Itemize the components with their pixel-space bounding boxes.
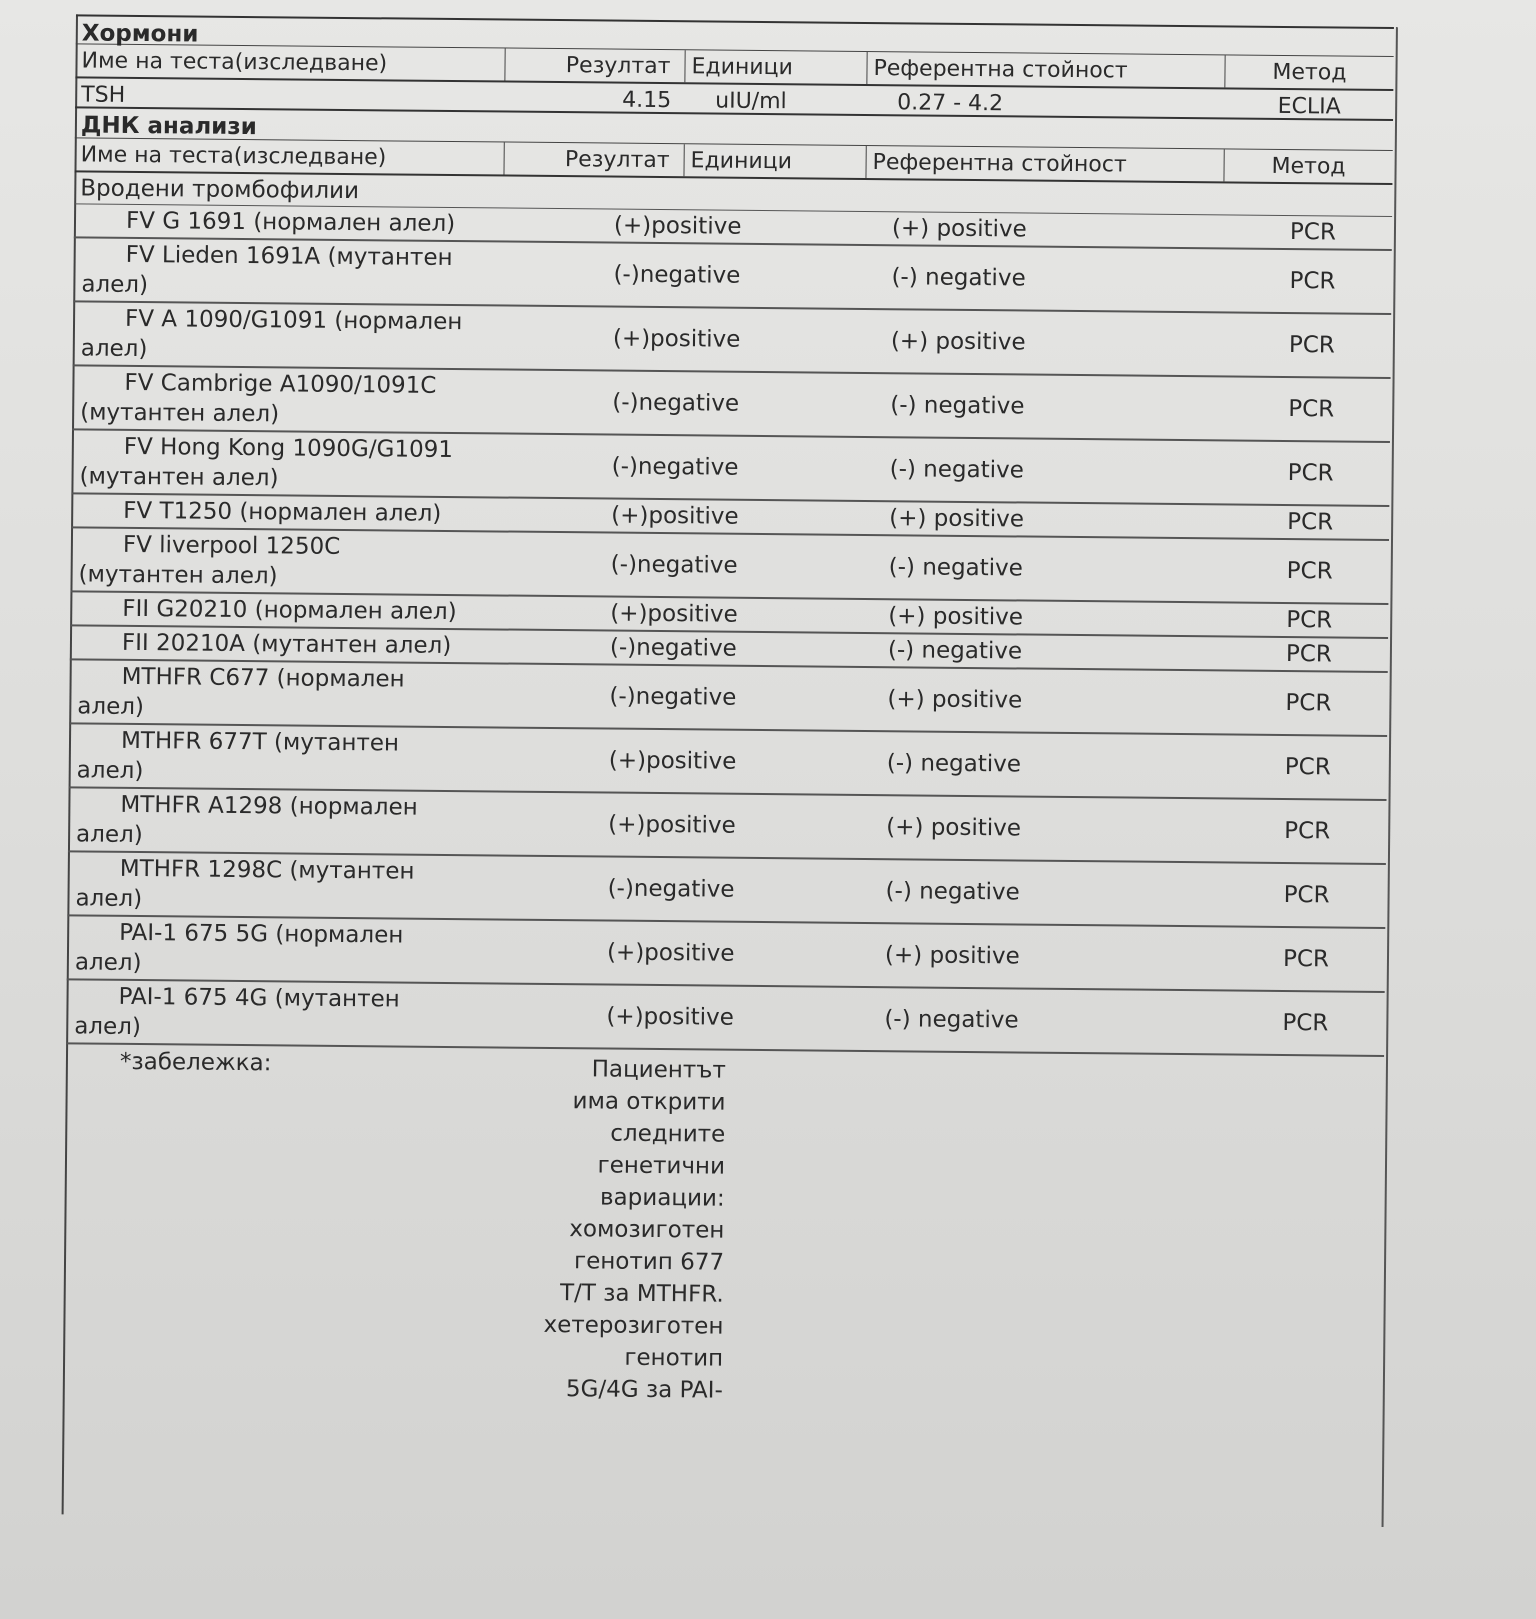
test-result: (+)positive [608, 811, 736, 839]
test-result: (-)negative [613, 261, 741, 289]
test-name: FV Lieden 1691A (мутантен [125, 241, 453, 272]
test-reference: (+) positive [889, 505, 1025, 533]
test-name: MTHFR 677T (мутантен [120, 727, 400, 757]
tsh-units: uIU/ml [715, 88, 787, 115]
test-reference: (+) positive [886, 814, 1022, 842]
test-result: (-)negative [609, 683, 737, 711]
test-reference: (+) positive [884, 942, 1020, 970]
test-name: MTHFR A1298 (нормален [120, 791, 418, 821]
test-method: PCR [1286, 607, 1333, 634]
test-name-cont: алел) [76, 821, 143, 849]
tsh-name: TSH [81, 82, 126, 108]
test-reference: (+) positive [888, 603, 1024, 631]
header-units: Единици [685, 50, 867, 84]
test-name-cont: (мутантен алел) [79, 463, 279, 492]
test-method: PCR [1285, 690, 1332, 717]
test-reference: (+) positive [891, 215, 1027, 243]
test-method: PCR [1289, 268, 1336, 295]
test-reference: (-) negative [889, 456, 1024, 484]
test-name: PAI-1 675 5G (нормален [119, 919, 404, 949]
test-result: (+)positive [611, 502, 739, 530]
test-reference: (-) negative [890, 392, 1025, 420]
test-name: MTHFR C677 (нормален [121, 663, 405, 693]
note-label: *забележка: [119, 1048, 272, 1077]
lab-report-sheet [22, 14, 1426, 1537]
header-result: Резултат [505, 49, 685, 83]
test-name-cont: алел) [74, 949, 142, 977]
test-name-cont: (мутантен алел) [80, 399, 280, 428]
test-result: (+)positive [613, 212, 742, 240]
test-name: FV Cambrige A1090/1091C [124, 369, 437, 399]
test-method: PCR [1283, 882, 1330, 909]
test-name-cont: алел) [81, 271, 149, 299]
test-method: PCR [1284, 754, 1331, 781]
test-name: FV A 1090/G1091 (нормален [124, 305, 463, 336]
test-method: PCR [1285, 641, 1332, 668]
group-title: Вродени тромбофилии [74, 172, 1392, 217]
dna-section [63, 108, 1393, 1413]
test-result: (+)positive [606, 939, 735, 967]
note-text: Пациентът има открити следните генетични вариации: хомозиготен генотип 677 T/T за MTHFR. хетерозиготен генотип 5G/4G за PAI- [543, 1056, 727, 1404]
test-name-cont: алел) [74, 1013, 142, 1041]
test-method: PCR [1288, 396, 1335, 423]
test-result: (+)positive [612, 325, 741, 353]
dna-title: ДНК анализи [75, 108, 1393, 151]
test-name: FV Hong Kong 1090G/G1091 [123, 433, 454, 464]
test-method: PCR [1282, 946, 1330, 973]
test-name-cont: алел) [75, 885, 143, 913]
test-reference: (-) negative [888, 554, 1024, 582]
test-name: FV G 1691 (нормален алел) [125, 207, 456, 238]
test-name: MTHFR 1298C (мутантен [119, 855, 415, 885]
test-method: PCR [1287, 509, 1334, 536]
test-name-cont: (мутантен алел) [78, 561, 278, 590]
test-result: (-)negative [607, 875, 735, 903]
test-result: (-)negative [612, 389, 740, 417]
test-name: FV liverpool 1250C [122, 531, 341, 560]
hormones-title: Хормони [76, 14, 1394, 57]
test-name-cont: алел) [77, 693, 145, 721]
header-units: Единици [684, 144, 866, 178]
header-name: Име на теста(изследване) [75, 44, 505, 80]
test-reference: (-) negative [885, 878, 1020, 906]
test-name: FII 20210A (мутантен алел) [121, 629, 452, 660]
test-result: (-)negative [611, 453, 739, 481]
hormones-section [75, 14, 1394, 121]
test-method: PCR [1289, 219, 1337, 246]
test-result: (-)negative [610, 551, 738, 579]
tsh-result: 4.15 [622, 87, 672, 114]
tsh-reference: 0.27 - 4.2 [897, 90, 1004, 117]
header-result: Резултат [504, 143, 684, 177]
test-name-cont: алел) [80, 335, 148, 363]
test-name-cont: алел) [76, 757, 144, 785]
test-name: FV T1250 (нормален алел) [123, 497, 442, 527]
test-method: PCR [1287, 460, 1334, 487]
test-reference: (+) positive [887, 686, 1023, 714]
header-method: Метод [1272, 59, 1347, 86]
test-reference: (-) negative [886, 750, 1022, 778]
test-result: (+)positive [610, 600, 738, 628]
test-name: FII G20210 (нормален алел) [122, 595, 457, 626]
test-result: (+)positive [606, 1003, 734, 1031]
dna-rows [66, 204, 1392, 1057]
header-reference: Референтна стойност [867, 52, 1225, 87]
note-row [63, 1044, 1384, 1413]
test-result: (+)positive [608, 747, 737, 775]
header-reference: Референтна стойност [866, 146, 1224, 181]
test-reference: (-) negative [891, 264, 1026, 292]
test-method: PCR [1286, 558, 1333, 585]
header-method: Метод [1271, 153, 1346, 180]
test-method: PCR [1282, 1010, 1329, 1037]
test-method: PCR [1288, 332, 1335, 359]
header-name: Име на теста(изследване) [75, 138, 505, 174]
tsh-method: ECLIA [1277, 93, 1341, 120]
test-reference: (-) negative [884, 1006, 1019, 1034]
test-result: (-)negative [609, 634, 737, 662]
test-name: PAI-1 675 4G (мутантен [118, 983, 400, 1013]
test-reference: (+) positive [890, 328, 1026, 356]
test-reference: (-) negative [887, 637, 1023, 665]
test-method: PCR [1284, 818, 1331, 845]
